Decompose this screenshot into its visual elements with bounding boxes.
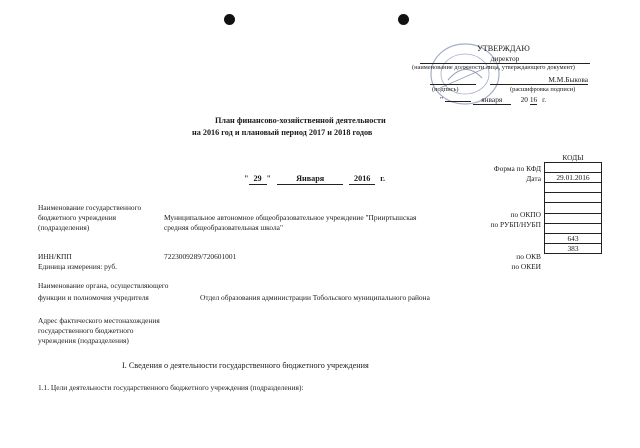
code-cell-date: 29.01.2016 xyxy=(545,173,602,183)
codes-label-okei: по ОКЕИ xyxy=(511,262,541,271)
code-cell-empty xyxy=(545,223,602,233)
approval-date-quote: " xyxy=(440,95,444,104)
codes-label-date: Дата xyxy=(526,174,541,183)
institution-value-2: средняя общеобразовательная школа" xyxy=(164,223,283,232)
institution-label-1: Наименование государственного xyxy=(38,203,142,212)
code-cell-empty xyxy=(545,183,602,193)
section-item-1-1: 1.1. Цели деятельности государственного бюджетного учреждения (подразделения): xyxy=(38,383,304,392)
section-heading: I. Сведения о деятельности государственного бюджетного учреждения xyxy=(122,361,369,370)
codes-label-form: Форма по КФД xyxy=(493,164,541,173)
codes-header: КОДЫ xyxy=(545,153,602,163)
founder-label-2: функции и полномочия учредителя xyxy=(38,293,149,302)
approval-name-value: М.М.Быкова xyxy=(548,75,588,84)
inn-value: 7223009289/720601001 xyxy=(164,252,237,261)
document-date-day: 29 xyxy=(249,174,267,185)
approval-title: УТВЕРЖДАЮ xyxy=(477,44,530,53)
document-date: " 29 " Января 2016 г. xyxy=(244,174,386,183)
institution-label-3: (подразделения) xyxy=(38,223,90,232)
address-label-1: Адрес фактического местонахождения xyxy=(38,316,160,325)
document-date-year: 2016 xyxy=(349,174,375,185)
approval-date-year-prefix: 20 xyxy=(520,95,528,104)
approval-date-day xyxy=(445,101,471,102)
approval-name xyxy=(490,75,588,85)
codes-label-rubp: по РУБП/НУБП xyxy=(490,220,541,229)
code-cell-form xyxy=(545,163,602,173)
code-cell-okpo xyxy=(545,193,602,203)
founder-label-1: Наименование органа, осуществляющего xyxy=(38,281,169,290)
approval-position-value: директор xyxy=(490,54,520,63)
document-date-suffix: г. xyxy=(380,174,386,183)
approval-date xyxy=(440,95,546,105)
inn-label: ИНН/КПП xyxy=(38,252,72,261)
code-cell-okei: 383 xyxy=(545,243,602,253)
institution-label-2: бюджетного учреждения xyxy=(38,213,117,222)
approval-position xyxy=(420,54,590,64)
punch-hole-right xyxy=(398,14,409,25)
plan-title-line-1: План финансово-хозяйственной деятельности xyxy=(215,116,386,125)
approval-date-suffix: г. xyxy=(542,95,547,104)
address-label-2: государственного бюджетного xyxy=(38,326,134,335)
codes-table xyxy=(544,153,602,254)
approval-position-caption: (наименование должности лица, утверждающего документ) xyxy=(412,64,575,71)
approval-signature-caption: (подпись) xyxy=(432,86,459,93)
approval-date-year: 16 xyxy=(529,95,538,104)
plan-title-line-2: на 2016 год и плановый период 2017 и 2018 годов xyxy=(192,128,373,137)
codes-label-okpo: по ОКПО xyxy=(510,210,541,219)
punch-hole-left xyxy=(224,14,235,25)
approval-name-caption: (расшифровка подписи) xyxy=(510,86,576,93)
founder-value: Отдел образования администрации Тобольского муниципального района xyxy=(200,293,430,302)
code-cell-rubp xyxy=(545,203,602,213)
code-cell-okv: 643 xyxy=(545,233,602,243)
address-label-3: учреждения (подразделения) xyxy=(38,336,129,345)
unit-label: Единица измерения: руб. xyxy=(38,262,117,271)
document-date-month: Января xyxy=(277,174,343,185)
approval-signature-line xyxy=(430,75,476,85)
approval-date-month: января xyxy=(473,95,511,105)
codes-label-okv: по ОКВ xyxy=(516,252,541,261)
code-cell-empty xyxy=(545,213,602,223)
institution-value-1: Муниципальное автономное общеобразовательное учреждение "Прииртышская xyxy=(164,213,417,222)
